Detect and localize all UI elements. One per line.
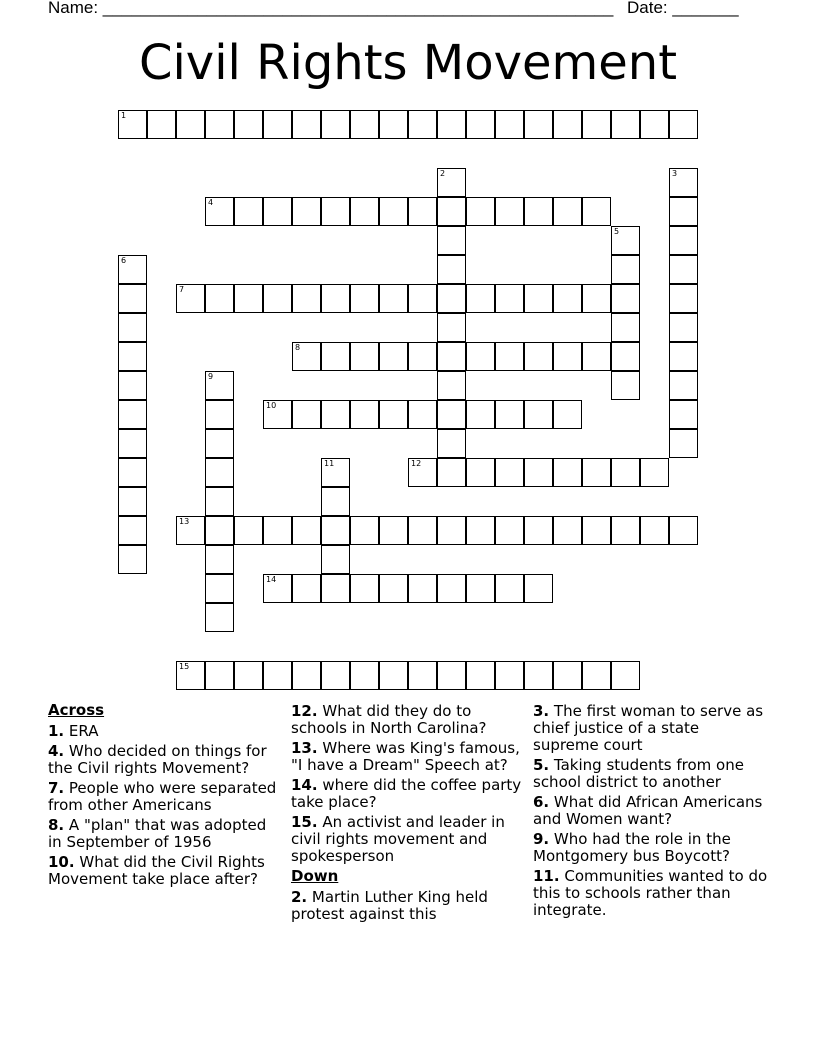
grid-cell[interactable]: [466, 197, 495, 226]
grid-cell[interactable]: [118, 516, 147, 545]
grid-cell[interactable]: [321, 197, 350, 226]
clue-number-label: 4: [208, 198, 214, 207]
grid-cell[interactable]: [350, 284, 379, 313]
grid-cell[interactable]: [582, 458, 611, 487]
grid-cell[interactable]: [205, 284, 234, 313]
grid-cell[interactable]: [292, 516, 321, 545]
grid-cell[interactable]: [408, 458, 437, 487]
grid-cell[interactable]: [118, 429, 147, 458]
grid-cell[interactable]: [408, 661, 437, 690]
clue-across-8: 8. A "plan" that was adopted in September of 1956: [48, 816, 267, 851]
grid-cell[interactable]: [582, 110, 611, 139]
grid-cell[interactable]: [437, 197, 466, 226]
grid-cell[interactable]: [205, 429, 234, 458]
grid-cell[interactable]: [263, 661, 292, 690]
grid-cell[interactable]: [611, 226, 640, 255]
clue-column-3: [533, 703, 769, 922]
clue-down-2: 2. Martin Luther King held protest against this: [291, 888, 488, 923]
page-title: Civil Rights Movement: [138, 35, 678, 91]
grid-cell[interactable]: [437, 284, 466, 313]
grid-cell[interactable]: [321, 574, 350, 603]
grid-cell[interactable]: [495, 574, 524, 603]
clue-down-6: 6. What did African Americans and Women want?: [533, 793, 763, 828]
clue-across-10: 10. What did the Civil Rights Movement take place after?: [48, 853, 265, 888]
grid-cell[interactable]: [292, 574, 321, 603]
grid-cell[interactable]: [466, 284, 495, 313]
grid-cell[interactable]: [350, 110, 379, 139]
grid-cell[interactable]: [669, 371, 698, 400]
grid-cell[interactable]: [379, 574, 408, 603]
name-field-label[interactable]: Name: ______________________________________________________: [48, 0, 614, 17]
grid-cell[interactable]: [205, 371, 234, 400]
clue-column-1: [48, 702, 284, 891]
grid-cell[interactable]: [292, 110, 321, 139]
grid-cell[interactable]: [118, 284, 147, 313]
grid-cell[interactable]: [669, 400, 698, 429]
grid-cell[interactable]: [379, 197, 408, 226]
grid-cell[interactable]: [437, 458, 466, 487]
grid-cell[interactable]: [669, 110, 698, 139]
grid-cell[interactable]: [350, 661, 379, 690]
grid-cell[interactable]: [408, 574, 437, 603]
grid-cell[interactable]: [582, 342, 611, 371]
grid-cell[interactable]: [292, 342, 321, 371]
grid-cell[interactable]: [118, 110, 147, 139]
grid-cell[interactable]: [176, 516, 205, 545]
grid-cell[interactable]: [640, 110, 669, 139]
grid-cell[interactable]: [553, 197, 582, 226]
grid-cell[interactable]: [321, 487, 350, 516]
grid-cell[interactable]: [640, 458, 669, 487]
grid-cell[interactable]: [321, 110, 350, 139]
grid-cell[interactable]: [408, 197, 437, 226]
grid-cell[interactable]: [495, 197, 524, 226]
grid-cell[interactable]: [582, 197, 611, 226]
grid-cell[interactable]: [611, 255, 640, 284]
clue-down-11: 11. Communities wanted to do this to schools rather than integrate.: [533, 867, 768, 919]
grid-cell[interactable]: [205, 110, 234, 139]
grid-cell[interactable]: [611, 661, 640, 690]
grid-cell[interactable]: [611, 342, 640, 371]
grid-cell[interactable]: [118, 487, 147, 516]
grid-cell[interactable]: [118, 458, 147, 487]
clue-number-label: 6: [121, 256, 127, 265]
grid-cell[interactable]: [669, 516, 698, 545]
grid-cell[interactable]: [176, 110, 205, 139]
grid-cell[interactable]: [611, 284, 640, 313]
grid-cell[interactable]: [495, 284, 524, 313]
clue-number-label: 7: [179, 285, 185, 294]
grid-cell[interactable]: [118, 400, 147, 429]
grid-cell[interactable]: [611, 371, 640, 400]
grid-cell[interactable]: [495, 342, 524, 371]
grid-cell[interactable]: [350, 197, 379, 226]
grid-cell[interactable]: [466, 574, 495, 603]
grid-cell[interactable]: [495, 400, 524, 429]
grid-cell[interactable]: [118, 371, 147, 400]
grid-cell[interactable]: [350, 574, 379, 603]
grid-cell[interactable]: [437, 661, 466, 690]
grid-cell[interactable]: [205, 603, 234, 632]
grid-cell[interactable]: [437, 574, 466, 603]
grid-cell[interactable]: [553, 110, 582, 139]
grid-cell[interactable]: [350, 342, 379, 371]
grid-cell[interactable]: [437, 168, 466, 197]
clue-across-15: 15. An activist and leader in civil rights movement and spokesperson: [291, 813, 505, 865]
grid-cell[interactable]: [524, 516, 553, 545]
clue-number-label: 3: [672, 169, 678, 178]
grid-cell[interactable]: [205, 458, 234, 487]
grid-cell[interactable]: [669, 284, 698, 313]
grid-cell[interactable]: [176, 661, 205, 690]
grid-cell[interactable]: [437, 226, 466, 255]
grid-cell[interactable]: [205, 197, 234, 226]
grid-cell[interactable]: [553, 400, 582, 429]
grid-cell[interactable]: [205, 661, 234, 690]
clue-number-label: 10: [266, 401, 277, 410]
grid-cell[interactable]: [524, 284, 553, 313]
clue-across-1: 1. ERA: [48, 722, 99, 740]
grid-cell[interactable]: [176, 284, 205, 313]
grid-cell[interactable]: [495, 110, 524, 139]
down-heading: Down: [291, 867, 339, 885]
grid-cell[interactable]: [669, 313, 698, 342]
grid-cell[interactable]: [292, 400, 321, 429]
grid-cell[interactable]: [669, 226, 698, 255]
grid-cell[interactable]: [292, 661, 321, 690]
grid-cell[interactable]: [466, 516, 495, 545]
grid-cell[interactable]: [408, 342, 437, 371]
grid-cell[interactable]: [292, 284, 321, 313]
grid-cell[interactable]: [611, 458, 640, 487]
grid-cell[interactable]: [437, 371, 466, 400]
grid-cell[interactable]: [408, 284, 437, 313]
clue-number-label: 8: [295, 343, 301, 352]
grid-cell[interactable]: [321, 545, 350, 574]
clue-number-label: 14: [266, 575, 277, 584]
grid-cell[interactable]: [437, 110, 466, 139]
grid-cell[interactable]: [379, 661, 408, 690]
grid-cell[interactable]: [466, 458, 495, 487]
grid-cell[interactable]: [553, 342, 582, 371]
grid-cell[interactable]: [205, 545, 234, 574]
clue-number-label: 1: [121, 111, 127, 120]
grid-cell[interactable]: [408, 110, 437, 139]
grid-cell[interactable]: [234, 110, 263, 139]
clue-number-label: 11: [324, 459, 335, 468]
grid-cell[interactable]: [379, 342, 408, 371]
grid-cell[interactable]: [321, 458, 350, 487]
clue-down-9: 9. Who had the role in the Montgomery bus Boycott?: [533, 830, 731, 865]
grid-cell[interactable]: [321, 284, 350, 313]
grid-cell[interactable]: [263, 197, 292, 226]
grid-cell[interactable]: [524, 458, 553, 487]
grid-cell[interactable]: [321, 342, 350, 371]
grid-cell[interactable]: [379, 400, 408, 429]
grid-cell[interactable]: [263, 516, 292, 545]
grid-cell[interactable]: [234, 516, 263, 545]
grid-cell[interactable]: [669, 429, 698, 458]
grid-cell[interactable]: [466, 110, 495, 139]
grid-cell[interactable]: [118, 255, 147, 284]
grid-cell[interactable]: [582, 661, 611, 690]
grid-cell[interactable]: [437, 516, 466, 545]
clue-column-2: [291, 703, 527, 926]
grid-cell[interactable]: [350, 516, 379, 545]
grid-cell[interactable]: [205, 400, 234, 429]
grid-cell[interactable]: [553, 661, 582, 690]
grid-cell[interactable]: [118, 342, 147, 371]
grid-cell[interactable]: [118, 313, 147, 342]
grid-cell[interactable]: [524, 661, 553, 690]
grid-cell[interactable]: [234, 284, 263, 313]
clue-down-5: 5. Taking students from one school district to another: [533, 756, 744, 791]
clue-number-label: 12: [411, 459, 422, 468]
clue-number-label: 13: [179, 517, 190, 526]
grid-cell[interactable]: [524, 342, 553, 371]
clue-number-label: 5: [614, 227, 620, 236]
grid-cell[interactable]: [321, 400, 350, 429]
grid-cell[interactable]: [437, 342, 466, 371]
grid-cell[interactable]: [524, 197, 553, 226]
clue-number-label: 15: [179, 662, 190, 671]
grid-cell[interactable]: [350, 400, 379, 429]
grid-cell[interactable]: [524, 574, 553, 603]
grid-cell[interactable]: [524, 110, 553, 139]
grid-cell[interactable]: [669, 197, 698, 226]
grid-cell[interactable]: [495, 661, 524, 690]
grid-cell[interactable]: [437, 400, 466, 429]
clue-across-13: 13. Where was King's famous, "I have a Dream" Speech at?: [291, 739, 520, 774]
grid-cell[interactable]: [466, 400, 495, 429]
grid-cell[interactable]: [118, 545, 147, 574]
grid-cell[interactable]: [437, 429, 466, 458]
grid-cell[interactable]: [205, 516, 234, 545]
grid-cell[interactable]: [495, 458, 524, 487]
clue-number-label: 9: [208, 372, 214, 381]
grid-cell[interactable]: [234, 197, 263, 226]
clue-down-3: 3. The first woman to serve as chief justice of a state supreme court: [533, 702, 764, 754]
grid-cell[interactable]: [234, 661, 263, 690]
grid-cell[interactable]: [582, 516, 611, 545]
clue-across-14: 14. where did the coffee party take place?: [291, 776, 522, 811]
grid-cell[interactable]: [379, 284, 408, 313]
grid-cell[interactable]: [611, 110, 640, 139]
grid-cell[interactable]: [263, 574, 292, 603]
grid-cell[interactable]: [611, 516, 640, 545]
grid-cell[interactable]: [379, 110, 408, 139]
grid-cell[interactable]: [147, 110, 176, 139]
grid-cell[interactable]: [495, 516, 524, 545]
across-heading: Across: [48, 701, 105, 719]
grid-cell[interactable]: [466, 661, 495, 690]
grid-cell[interactable]: [408, 516, 437, 545]
grid-cell[interactable]: [408, 400, 437, 429]
grid-cell[interactable]: [669, 255, 698, 284]
grid-cell[interactable]: [553, 516, 582, 545]
clue-across-7: 7. People who were separated from other Americans: [48, 779, 277, 814]
grid-cell[interactable]: [640, 516, 669, 545]
grid-cell[interactable]: [263, 284, 292, 313]
grid-cell[interactable]: [292, 197, 321, 226]
grid-cell[interactable]: [466, 342, 495, 371]
grid-cell[interactable]: [437, 255, 466, 284]
grid-cell[interactable]: [205, 574, 234, 603]
date-field-label[interactable]: Date: _______: [627, 0, 739, 17]
grid-cell[interactable]: [321, 516, 350, 545]
clue-across-4: 4. Who decided on things for the Civil rights Movement?: [48, 742, 267, 777]
grid-cell[interactable]: [379, 516, 408, 545]
grid-cell[interactable]: [205, 487, 234, 516]
grid-cell[interactable]: [524, 400, 553, 429]
grid-cell[interactable]: [437, 313, 466, 342]
grid-cell[interactable]: [263, 400, 292, 429]
grid-cell[interactable]: [611, 313, 640, 342]
grid-cell[interactable]: [553, 284, 582, 313]
clue-across-12: 12. What did they do to schools in North Carolina?: [291, 702, 487, 737]
grid-cell[interactable]: [321, 661, 350, 690]
grid-cell[interactable]: [669, 342, 698, 371]
clue-number-label: 2: [440, 169, 446, 178]
grid-cell[interactable]: [582, 284, 611, 313]
grid-cell[interactable]: [669, 168, 698, 197]
grid-cell[interactable]: [263, 110, 292, 139]
grid-cell[interactable]: [553, 458, 582, 487]
